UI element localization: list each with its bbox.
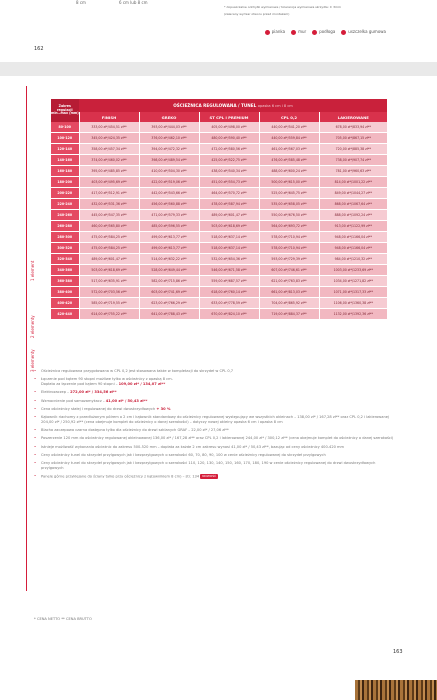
table-row <box>51 276 387 287</box>
price-cell: 1034,00 zł*/1271,82 zł** <box>319 276 387 287</box>
legend-dot-icon <box>312 30 317 35</box>
table-row <box>51 210 387 221</box>
top-text-2: 6 cm lub 8 cm <box>119 0 148 5</box>
table-row <box>51 155 387 166</box>
price-cell: 535,00 zł*/658,05 zł** <box>259 199 319 210</box>
price-cell: 394,00 zł*/472,32 zł** <box>139 144 199 155</box>
size-range-cell: 220-240 <box>51 199 79 210</box>
col-header-st-cpl: ST CPL i PREMIUM <box>199 112 259 122</box>
price-cell: 440,00 zł*/541,20 zł** <box>259 122 319 133</box>
price-cell: 432,00 zł*/531,36 zł** <box>79 199 139 210</box>
legend-item: pianka <box>265 29 285 35</box>
price-cell: 572,00 zł*/703,56 zł** <box>79 287 139 298</box>
price-cell: 678,00 zł*/833,94 zł** <box>319 122 387 133</box>
price-cell: 868,00 zł*/1067,64 zł** <box>319 199 387 210</box>
note-item: • Ceny ościeżnicy tunel do skrzydeł przylgowych jak i bezprzylgowych o szerokości 110, 120, 130, 140, 150, 160, 170, 180, 190 w cenie ościeżnicy regulowanej do drzwi dwuskrzydłowych przylgowych <box>34 461 394 471</box>
price-cell: 607,00 zł*/746,61 zł** <box>259 265 319 276</box>
price-cell: 422,00 zł*/519,06 zł** <box>139 177 199 188</box>
price-cell: 374,00 zł*/460,02 zł** <box>79 155 139 166</box>
price-cell: 948,00 zł*/1166,04 zł** <box>319 243 387 254</box>
price-cell: 888,00 zł*/1092,24 zł** <box>319 210 387 221</box>
price-cell: 345,00 zł*/424,35 zł** <box>79 133 139 144</box>
price-cell: 499,00 zł*/613,77 zł** <box>139 232 199 243</box>
table-row <box>51 144 387 155</box>
top-text-1: 8 cm <box>76 0 86 5</box>
price-footnote: * CENA NETTO ** CENA BRUTTO <box>34 617 92 621</box>
page-top <box>0 0 437 62</box>
size-range-cell: 140-160 <box>51 155 79 166</box>
table-row <box>51 298 387 309</box>
size-range-cell: 80-100 <box>51 122 79 133</box>
note-item: • Blacha zaczepowa czarna dostępna tylko dla ościeżnicy do drzwi szklanych GRAF – 22,00 zł* / 27,06 zł** <box>34 428 394 433</box>
price-cell: 500,00 zł*/615,00 zł** <box>259 177 319 188</box>
legend <box>265 29 386 35</box>
size-range-cell: 180-200 <box>51 177 79 188</box>
page-gap <box>0 62 437 76</box>
price-cell: 528,00 zł*/649,44 zł** <box>139 265 199 276</box>
price-cell: 514,00 zł*/632,22 zł** <box>139 254 199 265</box>
price-cell: 559,00 zł*/687,57 zł** <box>199 276 259 287</box>
price-cell: 578,00 zł*/710,94 zł** <box>259 232 319 243</box>
price-cell: 582,00 zł*/715,86 zł** <box>139 276 199 287</box>
price-cell: 440,00 zł*/559,84 zł** <box>259 133 319 144</box>
price-cell: 984,00 zł*/1210,32 zł** <box>319 254 387 265</box>
price-cell: 503,00 zł*/618,69 zł** <box>199 221 259 232</box>
wood-panel-decoration <box>355 680 437 700</box>
note-item: • Wzmocnienie pod samozamykacz – 41,00 zł* / 50,43 zł** <box>34 399 394 404</box>
price-cell: 705,00 zł*/867,15 zł** <box>319 133 387 144</box>
page-number-bottom: 163 <box>393 649 403 655</box>
table-row <box>51 122 387 133</box>
legend-item: uszczelka gumowa <box>341 29 386 35</box>
legend-dot-icon <box>341 30 346 35</box>
price-cell: 489,00 zł*/601,47 zł** <box>79 254 139 265</box>
price-cell: 720,00 zł*/885,38 zł** <box>319 144 387 155</box>
price-cell: 425,00 zł*/522,75 zł** <box>199 155 259 166</box>
price-cell: 661,00 zł*/813,03 zł** <box>259 287 319 298</box>
price-cell: 395,00 zł*/485,85 zł** <box>79 166 139 177</box>
price-cell: 781,00 zł*/960,63 zł** <box>319 166 387 177</box>
price-cell: 913,00 zł*/1122,99 zł** <box>319 221 387 232</box>
price-cell: 670,00 zł*/824,10 zł** <box>199 309 259 320</box>
price-cell: 445,00 zł*/547,35 zł** <box>79 210 139 221</box>
legend-item: mur <box>291 29 306 35</box>
size-range-cell: 160-180 <box>51 166 79 177</box>
size-range-cell: 120-140 <box>51 144 79 155</box>
note-item: • Cena ościeżnicy stałej i regulowanej do drzwi dwuskrzydłowych + 30 % <box>34 407 394 412</box>
page-bottom <box>0 76 437 700</box>
price-cell: 1106,00 zł*/1360,38 zł** <box>319 298 387 309</box>
note-item: • Ceny ościeżnicy tunel do skrzydeł przylgowych jak i bezprzylgowych o szerokości 60, 70, 80, 90, 100 w cenie ościeżnicy regulowanej do skrzydeł przylgowych <box>34 453 394 458</box>
legend-dot-icon <box>265 30 270 35</box>
size-range-cell: 420-440 <box>51 309 79 320</box>
size-range-cell: 320-340 <box>51 254 79 265</box>
table-row <box>51 287 387 298</box>
price-cell: 814,00 zł*/1001,22 zł** <box>319 177 387 188</box>
note-item: • Poszerzenie 120 mm do ościeżnicy regulowanej okleinowanej 136,00 zł* / 167,28 zł** oraz CPL 0,2 i lakierowanej 244,00 zł* / 300,12 zł** (cena obejmuje komplet do ościeżnicy o danej szerokości) <box>34 436 394 441</box>
price-cell: 525,00 zł*/645,75 zł** <box>259 188 319 199</box>
note-item: • Istnieje możliwość wykonania ościeżnic do zakresu 500-520 mm – dopłata za każde 2 cm zakresu wynosi 41,00 zł* / 50,43 zł**, bazując od ceny ościeżnicy 400-420 mm <box>34 445 394 450</box>
price-cell: 488,00 zł*/600,24 zł** <box>259 166 319 177</box>
price-cell: 451,00 zł*/554,73 zł** <box>199 177 259 188</box>
note-item: • Elektrozaczep – 272,00 zł* / 334,56 zł** <box>34 390 394 395</box>
price-cell: 550,00 zł*/676,50 zł** <box>259 210 319 221</box>
price-cell: 417,00 zł*/512,91 zł** <box>79 188 139 199</box>
price-cell: 1132,00 zł*/1392,36 zł** <box>319 309 387 320</box>
top-text-3: * dopuszczalne odchyłki wymiarowe / tolerancja wymiarowa skrzydła: ± 3mm <box>224 5 341 9</box>
price-cell: 518,00 zł*/637,14 zł** <box>199 243 259 254</box>
note-item: • Kątownik riachomy z przedłużonym pólrem o 2 cm i kątownik standardowy do ościeżnicy regulowanej występujący we wszystkich okleinach – 138,00 zł* / 167,28 zł** oraz CPL 0,2 i lakierowanej 204,00 zł* / 250,92 zł** (cena obejmuje komplet do ościeżnicy o danej szerokości) – dotyczy nowej okleiny opaska 6 cm i opaska 8 cm <box>34 415 394 425</box>
price-cell: 376,00 zł*/462,10 zł** <box>139 133 199 144</box>
price-cell: 460,00 zł*/565,80 zł** <box>79 221 139 232</box>
price-cell: 464,00 zł*/570,72 zł** <box>199 188 259 199</box>
table-row <box>51 309 387 320</box>
table-row <box>51 232 387 243</box>
side-label-2: 2 elementy <box>30 315 35 338</box>
price-cell: 641,00 zł*/788,43 zł** <box>139 309 199 320</box>
side-label-1: 1 element <box>30 260 35 281</box>
price-cell: 546,00 zł*/671,58 zł** <box>199 265 259 276</box>
price-cell: 472,00 zł*/580,56 zł** <box>199 144 259 155</box>
price-cell: 623,00 zł*/766,29 zł** <box>139 298 199 309</box>
legend-dot-icon <box>291 30 296 35</box>
table-title: OŚCIEŻNICA REGULOWANA / TUNEL opaska 6 cm i 8 cm <box>79 99 387 112</box>
size-header: Zakres regulacji min.–max (mm) <box>51 99 79 122</box>
price-cell: 461,00 zł*/567,03 zł** <box>259 144 319 155</box>
price-cell: 719,00 zł*/884,37 zł** <box>259 309 319 320</box>
note-item: • Łączenie pod kątem 90 stopni możliwe tylko w ościeżnicy z opaską 8 cm. Dopłata za łączenie pod kątem 90 stopni – 109,00 zł* / 134,07 zł** <box>34 377 394 387</box>
price-cell: 475,00 zł*/584,25 zł** <box>79 232 139 243</box>
table-row <box>51 133 387 144</box>
price-cell: 633,00 zł*/778,59 zł** <box>199 298 259 309</box>
price-cell: 489,00 zł*/601,47 zł** <box>199 210 259 221</box>
price-cell: 517,00 zł*/635,91 zł** <box>79 276 139 287</box>
table-row <box>51 243 387 254</box>
price-cell: 593,00 zł*/729,39 zł** <box>259 254 319 265</box>
price-cell: 403,00 zł*/495,69 zł** <box>79 177 139 188</box>
price-cell: 614,00 zł*/755,22 zł** <box>79 309 139 320</box>
left-accent-line <box>26 86 27 591</box>
col-header-finish: FINISH <box>79 112 139 122</box>
note-item: • Panele górne przyklejane do ściany tylko przy ościeżnicy z kątownikiem 8 cm) – str. 134 NOWOŚĆ <box>34 474 394 480</box>
price-cell: 438,00 zł*/540,34 zł** <box>199 166 259 177</box>
price-cell: 585,00 zł*/719,55 zł** <box>79 298 139 309</box>
table-row <box>51 199 387 210</box>
top-text-4: (zalecany wymiar otworu przed montażem) <box>224 12 290 16</box>
price-cell: 621,00 zł*/763,83 zł** <box>259 276 319 287</box>
legend-item: podłoga <box>312 29 335 35</box>
size-range-cell: 340-360 <box>51 265 79 276</box>
price-cell: 603,00 zł*/741,69 zł** <box>139 287 199 298</box>
table-body <box>51 122 387 320</box>
new-badge: NOWOŚĆ <box>202 474 217 479</box>
table-title-row <box>51 99 387 112</box>
price-cell: 393,00 zł*/444,03 zł** <box>139 122 199 133</box>
price-cell: 1071,00 zł*/1317,33 zł** <box>319 287 387 298</box>
page-number-top: 162 <box>34 46 44 52</box>
price-cell: 476,00 zł*/585,48 zł** <box>259 155 319 166</box>
size-range-cell: 400-420 <box>51 298 79 309</box>
col-header-cpl02: CPL 0,2 <box>259 112 319 122</box>
table-row <box>51 166 387 177</box>
price-cell: 475,00 zł*/584,25 zł** <box>79 243 139 254</box>
side-label-3: 3 elementy <box>30 349 35 372</box>
size-range-cell: 280-300 <box>51 232 79 243</box>
price-cell: 564,00 zł*/693,72 zł** <box>259 221 319 232</box>
size-range-cell: 380-400 <box>51 287 79 298</box>
price-cell: 618,00 zł*/760,14 zł** <box>199 287 259 298</box>
size-range-cell: 300-320 <box>51 243 79 254</box>
price-cell: 849,00 zł*/1044,27 zł** <box>319 188 387 199</box>
size-range-cell: 100-120 <box>51 133 79 144</box>
size-range-cell: 200-220 <box>51 188 79 199</box>
table-row <box>51 265 387 276</box>
price-table <box>51 99 387 320</box>
price-cell: 398,00 zł*/489,54 zł** <box>139 155 199 166</box>
table-row <box>51 177 387 188</box>
size-range-cell: 360-380 <box>51 276 79 287</box>
table-row <box>51 188 387 199</box>
price-cell: 738,00 zł*/907,74 zł** <box>319 155 387 166</box>
notes-list <box>34 369 394 483</box>
table-header-row <box>51 112 387 122</box>
price-cell: 333,00 zł*/454,51 zł** <box>79 122 139 133</box>
note-item: • Ościeżnica regulowana przygotowana w CPL 0,2 jest stosowana także w kompletacji do skrzydeł w CPL 0,7 <box>34 369 394 374</box>
price-cell: 532,00 zł*/654,36 zł** <box>199 254 259 265</box>
price-cell: 578,00 zł*/710,94 zł** <box>259 243 319 254</box>
price-cell: 358,00 zł*/457,34 zł** <box>79 144 139 155</box>
price-cell: 410,00 zł*/504,30 zł** <box>139 166 199 177</box>
price-cell: 503,00 zł*/618,69 zł** <box>79 265 139 276</box>
price-cell: 948,00 zł*/1166,04 zł** <box>319 232 387 243</box>
price-cell: 480,00 zł*/590,40 zł** <box>199 133 259 144</box>
price-cell: 704,00 zł*/865,92 zł** <box>259 298 319 309</box>
price-cell: 485,00 zł*/596,55 zł** <box>139 221 199 232</box>
table-row <box>51 254 387 265</box>
price-cell: 442,00 zł*/543,66 zł** <box>139 188 199 199</box>
price-cell: 405,00 zł*/498,00 zł** <box>199 122 259 133</box>
price-cell: 1003,00 zł*/1233,69 zł** <box>319 265 387 276</box>
size-range-cell: 260-280 <box>51 221 79 232</box>
col-header-lakierowane: LAKIEROWANE <box>319 112 387 122</box>
price-cell: 518,00 zł*/637,14 zł** <box>199 232 259 243</box>
price-cell: 499,00 zł*/613,77 zł** <box>139 243 199 254</box>
size-range-cell: 240-260 <box>51 210 79 221</box>
price-cell: 456,00 zł*/560,88 zł** <box>139 199 199 210</box>
price-cell: 471,00 zł*/579,33 zł** <box>139 210 199 221</box>
table-row <box>51 221 387 232</box>
col-header-greko: GREKO <box>139 112 199 122</box>
price-cell: 478,00 zł*/587,94 zł** <box>199 199 259 210</box>
